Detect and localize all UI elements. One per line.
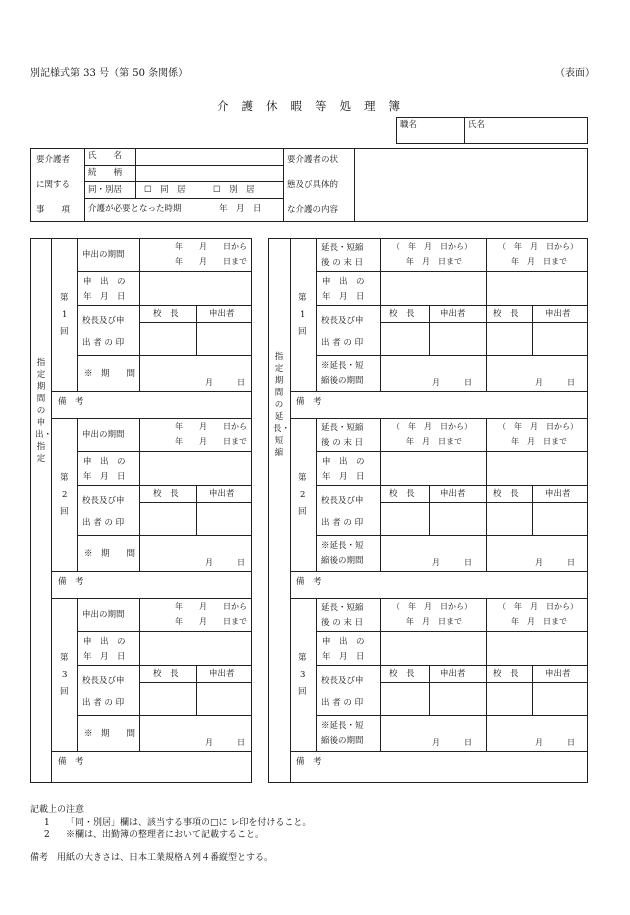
left-md-1: 月 日	[205, 378, 245, 387]
left-period-label-3: 申出の期間	[82, 610, 125, 620]
post-name-box	[396, 117, 588, 144]
care-state-label-3: な介護の内容	[287, 205, 339, 215]
paper-size-remark: 備考 用紙の大きさは、日本工業規格Ａ列４番縦型とする。	[30, 853, 274, 863]
right-applicant-a-3: 申出者	[440, 669, 466, 679]
right-applicant-a-1: 申出者	[440, 309, 466, 319]
care-name-field: 氏 名	[88, 151, 123, 161]
left-date-label-b-1: 年 月 日	[83, 292, 126, 302]
left-applicant-2: 申出者	[209, 489, 235, 499]
right-ext-to-a-3: 年 月 日まで	[406, 617, 462, 626]
left-remarks-1: 備 考	[58, 397, 84, 407]
left-period-to-3: 年 月 日まで	[175, 617, 247, 626]
left-marked-period-3: ※ 期 間	[84, 729, 136, 739]
note-1-number: 1	[44, 818, 50, 828]
right-stamp-label-a-2: 校長及び申	[321, 496, 364, 506]
left-date-label-a-3: 申 出 の	[83, 637, 126, 647]
post-label: 職名	[400, 120, 418, 130]
left-period-to-1: 年 月 日まで	[175, 257, 247, 266]
right-applicant-b-2: 申出者	[545, 489, 571, 499]
right-after-label-b-1: 縮後の期間	[321, 376, 364, 386]
left-round-1-b: 1	[62, 310, 68, 320]
right-date-label-a-1: 申 出 の	[322, 277, 365, 287]
right-ext-label-a-2: 延長・短縮	[321, 423, 364, 433]
care-cohab-field: 同・別居	[88, 185, 123, 195]
right-applicant-b-1: 申出者	[545, 309, 571, 319]
note-2-number: 2	[44, 830, 50, 840]
right-date-label-a-2: 申 出 の	[322, 457, 365, 467]
left-principal-1: 校 長	[153, 309, 179, 319]
right-ext-to-b-1: 年 月 日まで	[511, 257, 567, 266]
cohab-separate-checkbox[interactable]: ☐ 別 居	[213, 185, 255, 195]
right-round-3-a: 第	[298, 653, 307, 663]
cohab-same-checkbox[interactable]: ☐ 同 居	[144, 185, 186, 195]
right-after-label-a-1: ※延長・短	[321, 361, 364, 371]
left-stamp-label-a-1: 校長及び申	[82, 316, 125, 326]
name-label: 氏名	[468, 120, 486, 130]
right-md-b-3: 月 日	[535, 738, 575, 747]
right-after-label-b-3: 縮後の期間	[321, 736, 364, 746]
right-principal-b-3: 校 長	[493, 669, 519, 679]
right-round-1-c: 回	[298, 327, 307, 337]
right-after-label-a-2: ※延長・短	[321, 541, 364, 551]
left-stamp-label-a-2: 校長及び申	[82, 496, 125, 506]
right-principal-b-1: 校 長	[493, 309, 519, 319]
right-ext-to-a-1: 年 月 日まで	[406, 257, 462, 266]
left-stamp-label-b-3: 出 者 の 印	[82, 698, 125, 708]
right-stamp-label-a-1: 校長及び申	[321, 316, 364, 326]
care-relation-field: 続 柄	[88, 168, 123, 178]
right-md-a-1: 月 日	[432, 378, 472, 387]
right-stamp-label-b-2: 出 者 の 印	[321, 518, 364, 528]
note-2: ※欄は、出勤簿の整理者において記載すること。	[66, 830, 265, 840]
left-date-label-a-1: 申 出 の	[83, 277, 126, 287]
care-state-label-2: 態及び具体的	[287, 180, 339, 190]
left-remarks-2: 備 考	[58, 577, 84, 587]
right-ext-label-b-1: 後 の 末 日	[321, 258, 364, 268]
right-stamp-label-b-1: 出 者 の 印	[321, 338, 364, 348]
left-period-to-2: 年 月 日まで	[175, 437, 247, 446]
left-remarks-3: 備 考	[58, 757, 84, 767]
form-number: 別記様式第 33 号（第 50 条関係）	[30, 68, 189, 79]
right-remarks-2: 備 考	[296, 577, 322, 587]
left-round-2-a: 第	[60, 473, 69, 483]
left-date-label-a-2: 申 出 の	[83, 457, 126, 467]
care-state-label-1: 要介護者の状	[287, 155, 339, 165]
right-applicant-b-3: 申出者	[545, 669, 571, 679]
right-after-label-b-2: 縮後の期間	[321, 556, 364, 566]
left-applicant-1: 申出者	[209, 309, 235, 319]
right-date-label-b-1: 年 月 日	[322, 292, 365, 302]
care-row-label-3: 事 項	[36, 205, 71, 215]
left-marked-period-1: ※ 期 間	[84, 369, 136, 379]
left-principal-3: 校 長	[153, 669, 179, 679]
right-principal-a-1: 校 長	[389, 309, 415, 319]
left-stamp-label-b-1: 出 者 の 印	[82, 338, 125, 348]
notes-heading: 記載上の注意	[30, 805, 85, 815]
right-round-3-c: 回	[298, 687, 307, 697]
right-ext-from-a-3: （ 年 月 日から）	[392, 602, 472, 611]
right-remarks-1: 備 考	[296, 397, 322, 407]
right-round-3-b: 3	[300, 670, 306, 680]
right-date-label-b-2: 年 月 日	[322, 472, 365, 482]
right-ext-from-b-1: （ 年 月 日から）	[498, 242, 578, 251]
right-stamp-label-b-3: 出 者 の 印	[321, 698, 364, 708]
right-ext-label-a-1: 延長・短縮	[321, 243, 364, 253]
right-ext-from-a-2: （ 年 月 日から）	[392, 422, 472, 431]
left-period-label-1: 申出の期間	[82, 250, 125, 260]
right-ext-label-b-3: 後 の 末 日	[321, 618, 364, 628]
right-round-1-a: 第	[298, 293, 307, 303]
left-date-label-b-2: 年 月 日	[83, 472, 126, 482]
side-label: （表面）	[555, 68, 595, 79]
left-round-3-a: 第	[60, 653, 69, 663]
note-1: 「同・別居」欄は、該当する事項の□に レ印を付けること。	[66, 818, 312, 828]
left-round-2-b: 2	[62, 490, 68, 500]
right-date-label-b-3: 年 月 日	[322, 652, 365, 662]
care-needed-date: 年 月 日	[219, 204, 262, 214]
right-ext-to-b-3: 年 月 日まで	[511, 617, 567, 626]
right-round-2-c: 回	[298, 507, 307, 517]
left-period-label-2: 申出の期間	[82, 430, 125, 440]
right-md-b-2: 月 日	[535, 558, 575, 567]
left-stamp-label-a-3: 校長及び申	[82, 676, 125, 686]
right-md-a-3: 月 日	[432, 738, 472, 747]
care-needed-field: 介護が必要となった時期	[88, 204, 182, 214]
left-period-from-2: 年 月 日から	[175, 422, 247, 431]
care-row-label-1: 要介護者	[36, 155, 71, 165]
left-period-from-1: 年 月 日から	[175, 242, 247, 251]
right-md-a-2: 月 日	[432, 558, 472, 567]
page-title: 介護休暇等処理簿	[217, 99, 413, 113]
right-ext-from-a-1: （ 年 月 日から）	[392, 242, 472, 251]
left-md-2: 月 日	[205, 558, 245, 567]
left-round-2-c: 回	[60, 507, 69, 517]
left-md-3: 月 日	[205, 738, 245, 747]
right-md-b-1: 月 日	[535, 378, 575, 387]
left-marked-period-2: ※ 期 間	[84, 549, 136, 559]
right-ext-to-a-2: 年 月 日まで	[406, 437, 462, 446]
right-round-2-b: 2	[300, 490, 306, 500]
right-stamp-label-a-3: 校長及び申	[321, 676, 364, 686]
left-round-3-b: 3	[62, 670, 68, 680]
extension-vertical-label: 指定期間の延長・短縮	[273, 352, 291, 458]
right-after-label-a-3: ※延長・短	[321, 721, 364, 731]
left-round-1-a: 第	[60, 293, 69, 303]
right-date-label-a-3: 申 出 の	[322, 637, 365, 647]
left-round-1-c: 回	[60, 327, 69, 337]
left-stamp-label-b-2: 出 者 の 印	[82, 518, 125, 528]
left-date-label-b-3: 年 月 日	[83, 652, 126, 662]
designation-vertical-label: 指定期間の申出・指定	[35, 358, 53, 464]
right-principal-b-2: 校 長	[493, 489, 519, 499]
right-applicant-a-2: 申出者	[440, 489, 466, 499]
right-principal-a-3: 校 長	[389, 669, 415, 679]
right-ext-label-a-3: 延長・短縮	[321, 603, 364, 613]
right-principal-a-2: 校 長	[389, 489, 415, 499]
right-round-1-b: 1	[300, 310, 306, 320]
left-period-from-3: 年 月 日から	[175, 602, 247, 611]
care-row-label-2: に関する	[36, 180, 71, 190]
left-principal-2: 校 長	[153, 489, 179, 499]
left-round-3-c: 回	[60, 687, 69, 697]
right-remarks-3: 備 考	[296, 757, 322, 767]
left-applicant-3: 申出者	[209, 669, 235, 679]
right-ext-label-b-2: 後 の 末 日	[321, 438, 364, 448]
right-ext-to-b-2: 年 月 日まで	[511, 437, 567, 446]
right-ext-from-b-3: （ 年 月 日から）	[498, 602, 578, 611]
right-round-2-a: 第	[298, 473, 307, 483]
right-ext-from-b-2: （ 年 月 日から）	[498, 422, 578, 431]
